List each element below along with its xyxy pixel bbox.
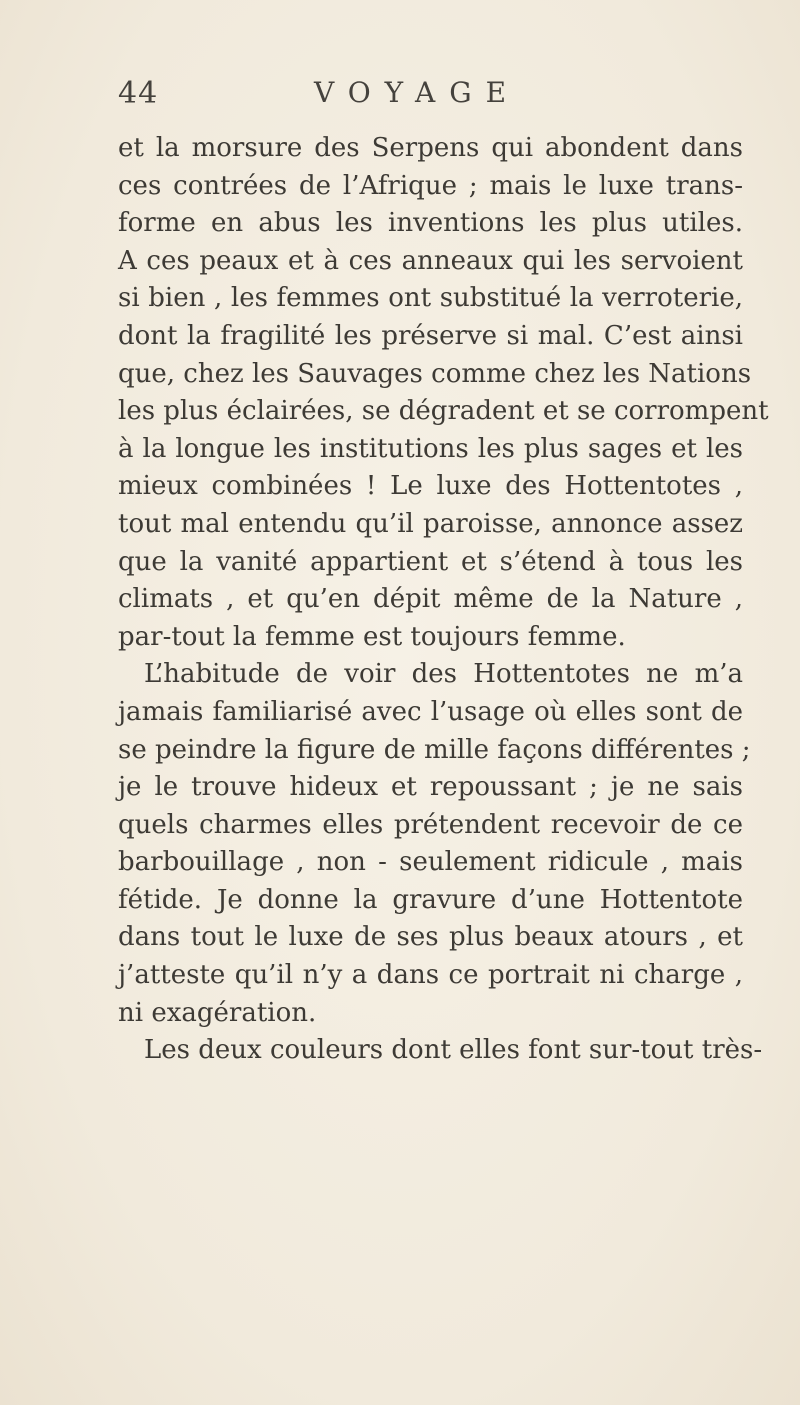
text-line: mieux combinées ! Le luxe des Hottentotes , [118,471,743,502]
text-line: quels charmes elles prétendent recevoir de ce [118,809,743,840]
text-line: par-tout la femme est toujours femme. [118,621,626,652]
text-line: se peindre la figure de mille façons différentes ; [118,734,751,765]
text-line: L’habitude de voir des Hottentotes ne m’a [144,659,743,690]
text-line: A ces peaux et à ces anneaux qui les servoient [118,245,743,276]
text-line: que la vanité appartient et s’étend à tous les [118,546,743,577]
text-line: que, chez les Sauvages comme chez les Nations [118,358,752,389]
text-line: je le trouve hideux et repoussant ; je ne sais [118,772,743,803]
text-line: fétide. Je donne la gravure d’une Hottentote [118,884,743,915]
text-line: ces contrées de l’Afrique ; mais le luxe trans- [118,170,743,201]
text-line: dans tout le luxe de ses plus beaux atours , et [118,922,743,953]
text-line: à la longue les institutions les plus sages et les [118,433,743,464]
text-line: jamais familiarisé avec l’usage où elles sont de [118,696,743,727]
text-line: barbouillage , non - seulement ridicule , mais [118,847,743,878]
text-line: climats , et qu’en dépit même de la Nature , [118,584,743,615]
text-line: tout mal entendu qu’il paroisse, annonce assez [118,508,743,539]
page-number: 44 [118,76,159,111]
text-line: j’atteste qu’il n’y a dans ce portrait ni charge , [118,960,743,991]
page-header [118,76,718,116]
text-line: si bien , les femmes ont substitué la verroterie, [118,283,743,314]
body-text [118,130,769,1070]
text-line: dont la fragilité les préserve si mal. C’est ainsi [118,320,743,351]
text-line: Les deux couleurs dont elles font sur-tout très- [144,1035,763,1066]
text-line: et la morsure des Serpens qui abondent dans [118,133,743,163]
text-line: forme en abus les inventions les plus utiles. [118,208,743,239]
running-title: VOYAGE [314,76,521,109]
text-line: ni exagération. [118,997,317,1028]
text-line: les plus éclairées, se dégradent et se corrompent [118,396,769,427]
